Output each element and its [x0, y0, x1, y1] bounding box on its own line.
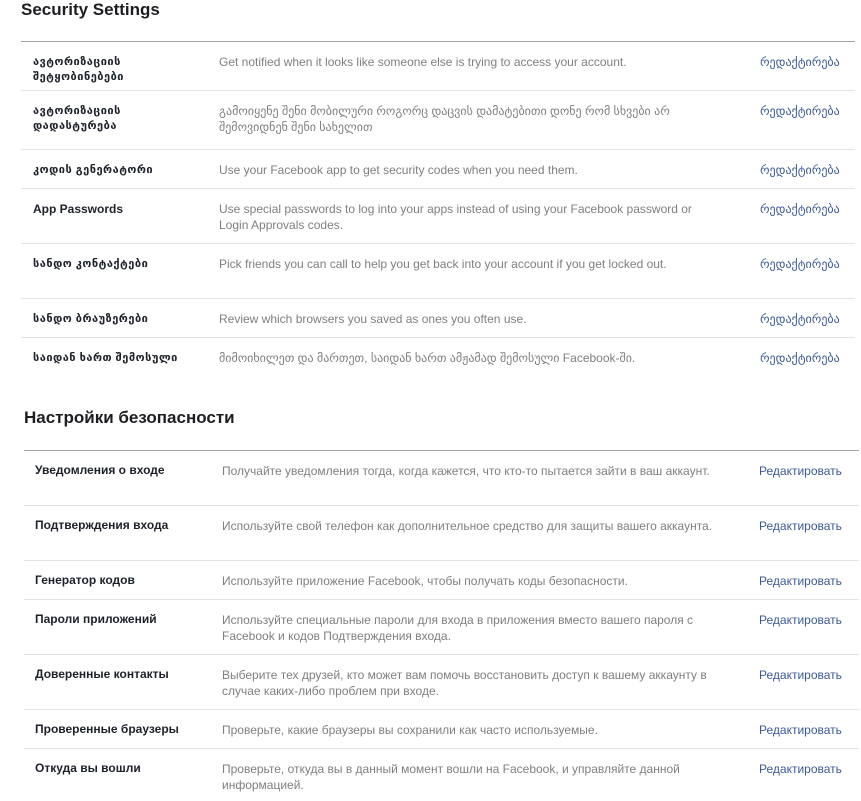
setting-label: ავტორიზაციის დადასტურება [33, 105, 121, 132]
edit-code-generator-link[interactable]: Редактировать [759, 574, 842, 588]
edit-trusted-contacts-link[interactable]: Редактировать [759, 668, 842, 682]
edit-trusted-browsers-link[interactable]: რედაქტირება [760, 312, 840, 326]
settings-row-trusted-contacts [21, 244, 855, 299]
page-title: Security Settings [21, 0, 160, 19]
edit-login-alerts-link[interactable]: Редактировать [759, 464, 842, 478]
edit-app-passwords-link[interactable]: Редактировать [759, 613, 842, 627]
settings-row-trusted-browsers [21, 299, 855, 338]
settings-row-where-logged-in [21, 338, 855, 378]
setting-label: კოდის გენერატორი [33, 164, 154, 176]
edit-login-alerts-link[interactable]: რედაქტირება [760, 55, 840, 69]
edit-login-approvals-link[interactable]: რედაქტირება [760, 104, 840, 118]
setting-label: Генератор кодов [35, 573, 135, 587]
settings-row-trusted-browsers [24, 710, 859, 749]
setting-description: Review which browsers you saved as ones you often use. [219, 312, 527, 326]
setting-label: სანდო კონტაქტები [33, 258, 149, 270]
setting-description: Выберите тех друзей, кто может вам помочь восстановить доступ к вашему аккаунту в случае каких-либо проблем при входе. [222, 668, 707, 698]
settings-row-login-alerts [24, 451, 859, 506]
edit-trusted-browsers-link[interactable]: Редактировать [759, 723, 842, 737]
edit-app-passwords-link[interactable]: რედაქტირება [760, 202, 840, 216]
setting-description: გამოიყენე შენი მობილური როგორც დაცვის დამატებითი დონე რომ სხვები არ შემოვიდნენ შენი სახელით [219, 104, 670, 134]
setting-label: Уведомления о входе [35, 463, 165, 477]
edit-trusted-contacts-link[interactable]: რედაქტირება [760, 257, 840, 271]
setting-description: მიმოიხილეთ და მართეთ, საიდან ხართ ამჟამად შემოსული Facebook-ში. [219, 351, 636, 365]
edit-login-approvals-link[interactable]: Редактировать [759, 519, 842, 533]
setting-description: Используйте свой телефон как дополнительное средство для защиты вашего аккаунта. [222, 519, 713, 533]
setting-label: Проверенные браузеры [35, 722, 179, 736]
setting-description: Проверьте, откуда вы в данный момент вошли на Facebook, и управляйте данной информацией. [222, 762, 680, 792]
setting-label: ავტორიზაციის შეტყობინებები [33, 56, 124, 83]
setting-label: App Passwords [33, 202, 124, 216]
setting-label: სანდო ბრაუზერები [33, 313, 149, 325]
settings-row-app-passwords [24, 600, 859, 655]
page-title: Настройки безопасности [24, 408, 235, 427]
settings-row-app-passwords [21, 189, 855, 244]
setting-description: Use special passwords to log into your apps instead of using your Facebook password or Login Approvals codes. [219, 202, 692, 232]
settings-row-where-logged-in [24, 749, 859, 797]
setting-description: Получайте уведомления тогда, когда кажется, что кто-то пытается зайти в ваш аккаунт. [222, 464, 710, 478]
settings-row-code-generator [24, 561, 859, 600]
setting-label: Подтверждения входа [35, 518, 169, 532]
settings-row-login-approvals [24, 506, 859, 561]
setting-label: Доверенные контакты [35, 667, 169, 681]
setting-description: Pick friends you can call to help you get back into your account if you get locked out. [219, 257, 667, 271]
setting-description: Используйте приложение Facebook, чтобы получать коды безопасности. [222, 574, 628, 588]
settings-row-login-approvals [21, 91, 855, 150]
settings-row-login-alerts [21, 42, 855, 91]
setting-description: Используйте специальные пароли для входа в приложения вместо вашего пароля с Facebook и кодов Подтверждения входа. [222, 613, 694, 643]
setting-label: Откуда вы вошли [35, 761, 141, 775]
setting-description: Get notified when it looks like someone else is trying to access your account. [219, 55, 627, 69]
edit-where-logged-in-link[interactable]: რედაქტირება [760, 351, 840, 365]
setting-label: საიდან ხართ შემოსული [33, 352, 178, 364]
setting-label: Пароли приложений [35, 612, 157, 626]
settings-list [21, 41, 855, 378]
settings-list [24, 450, 859, 797]
edit-code-generator-link[interactable]: რედაქტირება [760, 163, 840, 177]
settings-row-trusted-contacts [24, 655, 859, 710]
settings-row-code-generator [21, 150, 855, 189]
setting-description: Проверьте, какие браузеры вы сохранили как часто используемые. [222, 723, 598, 737]
edit-where-logged-in-link[interactable]: Редактировать [759, 762, 842, 776]
setting-description: Use your Facebook app to get security codes when you need them. [219, 163, 578, 177]
